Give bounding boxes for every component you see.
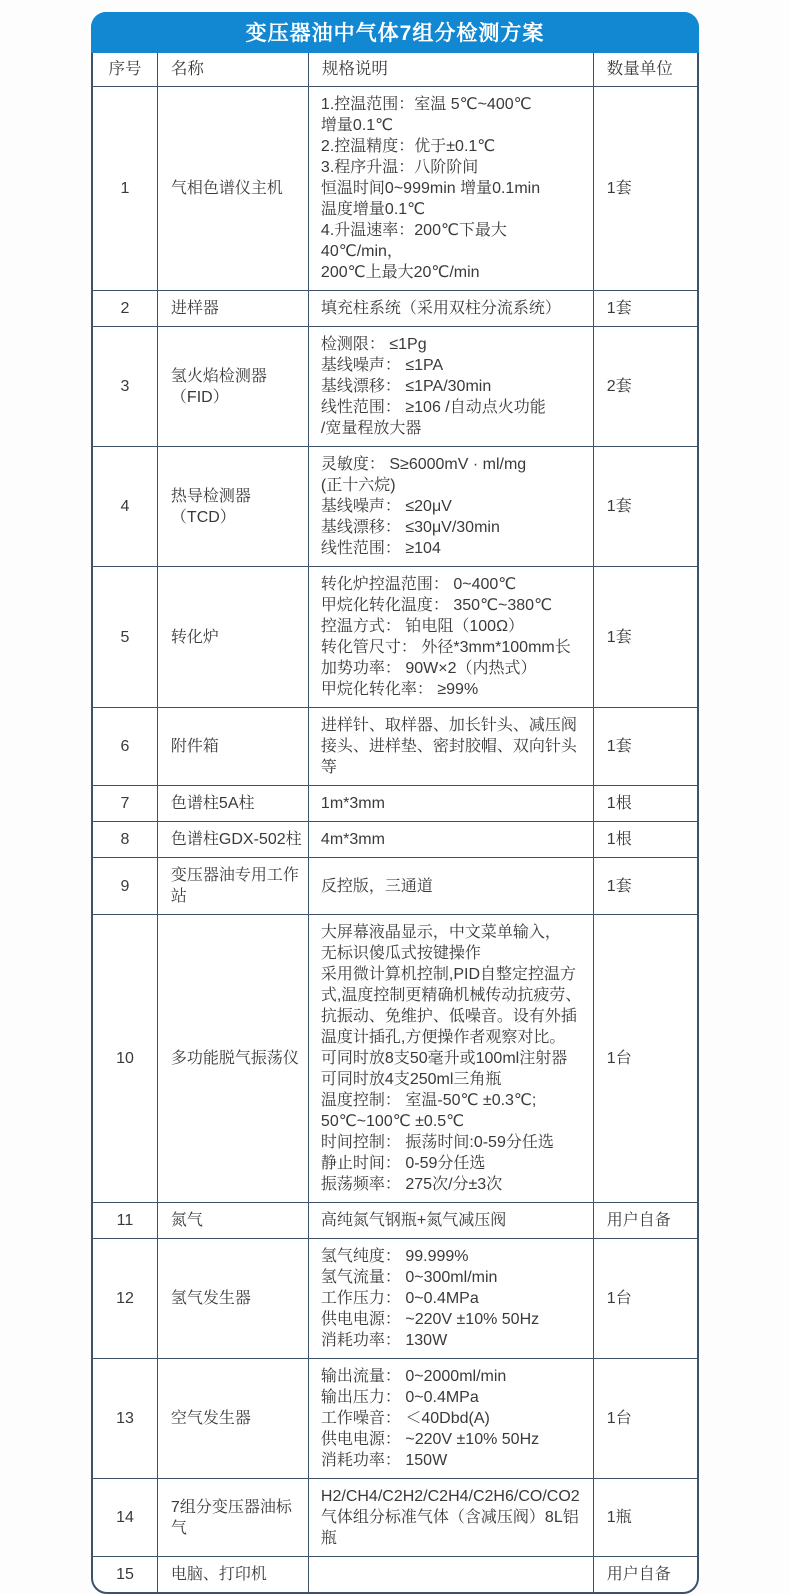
row-qty: 1套	[593, 87, 697, 291]
spec-line: 基线噪声： ≤1PA	[320, 357, 444, 374]
row-qty: 1瓶	[593, 1479, 697, 1557]
row-qty: 1套	[593, 858, 697, 915]
column-header-qty: 数量单位	[593, 53, 697, 87]
row-no: 10	[93, 915, 157, 1203]
spec-line: 3.程序升温：八阶阶间	[320, 159, 479, 176]
spec-line: 4m*3mm	[320, 831, 385, 848]
row-no: 11	[93, 1203, 157, 1239]
column-header-name: 名称	[157, 53, 308, 87]
spec-line: 50℃~100℃ ±0.5℃	[320, 1113, 465, 1130]
row-no: 3	[93, 327, 157, 447]
table-row	[93, 1203, 697, 1239]
spec-line: H2/CH4/C2H2/C2H4/C2H6/CO/CO2	[320, 1488, 580, 1505]
spec-table	[93, 53, 697, 1592]
row-no: 9	[93, 858, 157, 915]
spec-line: 检测限： ≤1Pg	[320, 336, 427, 353]
spec-line: 工作噪音： ＜40Dbd(A)	[320, 1410, 490, 1427]
spec-line: 4.升温速率：200℃下最大40℃/min，	[320, 222, 507, 260]
row-spec	[308, 1557, 593, 1593]
row-spec	[308, 87, 593, 291]
row-spec	[308, 567, 593, 708]
row-no: 2	[93, 291, 157, 327]
spec-line: 采用微计算机控制,PID自整定控温方式,温度控制更精确机械传动抗疲劳、抗振动、免维护、低噪音。设有外插温度计插孔,方便操作者观察对比。	[320, 966, 582, 1046]
row-no: 5	[93, 567, 157, 708]
spec-line: 线性范围： ≥106 /自动点火功能	[320, 399, 546, 416]
row-name: 变压器油专用工作站	[157, 858, 308, 915]
row-name: 氮气	[157, 1203, 308, 1239]
spec-line: 消耗功率： 130W	[320, 1332, 448, 1349]
row-spec	[308, 858, 593, 915]
spec-line: 灵敏度： S≥6000mV · ml/mg	[320, 456, 527, 473]
spec-table-body	[93, 87, 697, 1593]
spec-line: 线性范围： ≥104	[320, 540, 441, 557]
row-spec	[308, 822, 593, 858]
row-no: 12	[93, 1239, 157, 1359]
row-spec	[308, 1479, 593, 1557]
row-qty: 1根	[593, 822, 697, 858]
table-row	[93, 87, 697, 291]
spec-line: 供电电源： ~220V ±10% 50Hz	[320, 1431, 540, 1448]
spec-line: 基线漂移： ≤1PA/30min	[320, 378, 492, 395]
spec-line: 消耗功率： 150W	[320, 1452, 448, 1469]
spec-line: 1m*3mm	[320, 795, 385, 812]
row-name: 氢气发生器	[157, 1239, 308, 1359]
spec-line: 氢气纯度： 99.999%	[320, 1248, 469, 1265]
spec-line: 恒温时间0~999min 增量0.1min	[320, 180, 541, 197]
spec-line: 加势功率： 90W×2（内热式）	[320, 660, 537, 677]
spec-line: 可同时放4支250ml三角瓶	[320, 1071, 502, 1088]
row-qty: 1台	[593, 1239, 697, 1359]
row-spec	[308, 1203, 593, 1239]
table-row	[93, 447, 697, 567]
spec-line: 2.控温精度：优于±0.1℃	[320, 138, 496, 155]
spec-line: 转化炉控温范围： 0~400℃	[320, 576, 517, 593]
row-qty: 1台	[593, 1359, 697, 1479]
spec-line: 反控版，三通道	[320, 877, 433, 895]
row-spec	[308, 1359, 593, 1479]
table-row	[93, 915, 697, 1203]
spec-line: 供电电源： ~220V ±10% 50Hz	[320, 1311, 540, 1328]
row-qty: 1套	[593, 708, 697, 786]
row-name: 电脑、打印机	[157, 1557, 308, 1593]
row-spec	[308, 1239, 593, 1359]
spec-line: 控温方式： 铂电阻（100Ω）	[320, 618, 525, 635]
spec-line: 填充柱系统（采用双柱分流系统）	[320, 300, 561, 317]
spec-line: (正十六烷)	[320, 477, 396, 494]
spec-line: /宽量程放大器	[320, 420, 422, 437]
spec-line: 1.控温范围：室温 5℃~400℃	[320, 96, 532, 113]
row-no: 15	[93, 1557, 157, 1593]
row-qty: 1根	[593, 786, 697, 822]
table-row	[93, 1239, 697, 1359]
row-name: 转化炉	[157, 567, 308, 708]
table-row	[93, 291, 697, 327]
row-qty: 1套	[593, 291, 697, 327]
column-header-no: 序号	[93, 53, 157, 87]
spec-line: 增量0.1℃	[320, 117, 394, 134]
spec-line: 输出压力： 0~0.4MPa	[320, 1389, 479, 1406]
table-row	[93, 858, 697, 915]
column-header-spec: 规格说明	[308, 53, 593, 87]
row-no: 6	[93, 708, 157, 786]
spec-line: 输出流量： 0~2000ml/min	[320, 1368, 507, 1385]
table-row	[93, 327, 697, 447]
row-spec	[308, 447, 593, 567]
row-name: 空气发生器	[157, 1359, 308, 1479]
row-name: 气相色谱仪主机	[157, 87, 308, 291]
spec-line: 基线噪声： ≤20μV	[320, 498, 452, 515]
table-row	[93, 1359, 697, 1479]
row-spec	[308, 915, 593, 1203]
row-name: 氢火焰检测器（FID）	[157, 327, 308, 447]
row-qty: 2套	[593, 327, 697, 447]
table-row	[93, 1557, 697, 1593]
table-row	[93, 786, 697, 822]
row-qty: 1套	[593, 567, 697, 708]
spec-line: 时间控制： 振荡时间:0-59分任选	[320, 1134, 554, 1151]
row-name: 色谱柱5A柱	[157, 786, 308, 822]
row-no: 7	[93, 786, 157, 822]
row-spec	[308, 291, 593, 327]
row-no: 8	[93, 822, 157, 858]
spec-line: 基线漂移： ≤30μV/30min	[320, 519, 500, 536]
row-spec	[308, 327, 593, 447]
row-name: 附件箱	[157, 708, 308, 786]
spec-line: 甲烷化转化温度： 350℃~380℃	[320, 597, 553, 614]
spec-line: 静止时间： 0-59分任选	[320, 1155, 486, 1172]
row-qty: 用户自备	[593, 1203, 697, 1239]
row-qty: 1套	[593, 447, 697, 567]
spec-line: 进样针、取样器、加长针头、减压阀接头、进样垫、密封胶帽、双向针头等	[320, 717, 577, 776]
spec-line: 振荡频率： 275次/分±3次	[320, 1176, 503, 1193]
row-spec	[308, 786, 593, 822]
row-no: 1	[93, 87, 157, 291]
table-row	[93, 708, 697, 786]
page-title: 变压器油中气体7组分检测方案	[91, 12, 699, 53]
spec-line: 无标识傻瓜式按键操作	[320, 945, 481, 962]
row-name: 进样器	[157, 291, 308, 327]
spec-line: 转化管尺寸： 外径*3mm*100mm长	[320, 639, 571, 656]
table-row	[93, 1479, 697, 1557]
spec-line: 温度增量0.1℃	[320, 201, 426, 218]
row-name: 热导检测器（TCD）	[157, 447, 308, 567]
row-name: 多功能脱气振荡仪	[157, 915, 308, 1203]
table-row	[93, 822, 697, 858]
spec-line: 可同时放8支50毫升或100ml注射器	[320, 1050, 568, 1067]
spec-line: 氢气流量： 0~300ml/min	[320, 1269, 498, 1286]
table-header-row	[93, 53, 697, 87]
spec-line: 高纯氮气钢瓶+氮气减压阀	[320, 1212, 507, 1229]
row-qty: 用户自备	[606, 1566, 671, 1583]
spec-table-card	[91, 12, 699, 1594]
row-name: 7组分变压器油标气	[157, 1479, 308, 1557]
table-row	[93, 567, 697, 708]
row-spec	[308, 708, 593, 786]
spec-line: 200℃上最大20℃/min	[320, 264, 480, 281]
row-no: 4	[93, 447, 157, 567]
row-name: 色谱柱GDX-502柱	[157, 822, 308, 858]
row-qty: 1台	[593, 915, 697, 1203]
spec-line: 甲烷化转化率： ≥99%	[320, 681, 479, 698]
spec-line: 气体组分标准气体（含减压阀）8L铝瓶	[320, 1509, 579, 1547]
row-no: 13	[93, 1359, 157, 1479]
spec-line: 温度控制： 室温-50℃ ±0.3℃;	[320, 1092, 537, 1109]
spec-line: 工作压力： 0~0.4MPa	[320, 1290, 479, 1307]
spec-line: 大屏幕液晶显示，中文菜单输入，	[320, 924, 561, 941]
row-no: 14	[93, 1479, 157, 1557]
